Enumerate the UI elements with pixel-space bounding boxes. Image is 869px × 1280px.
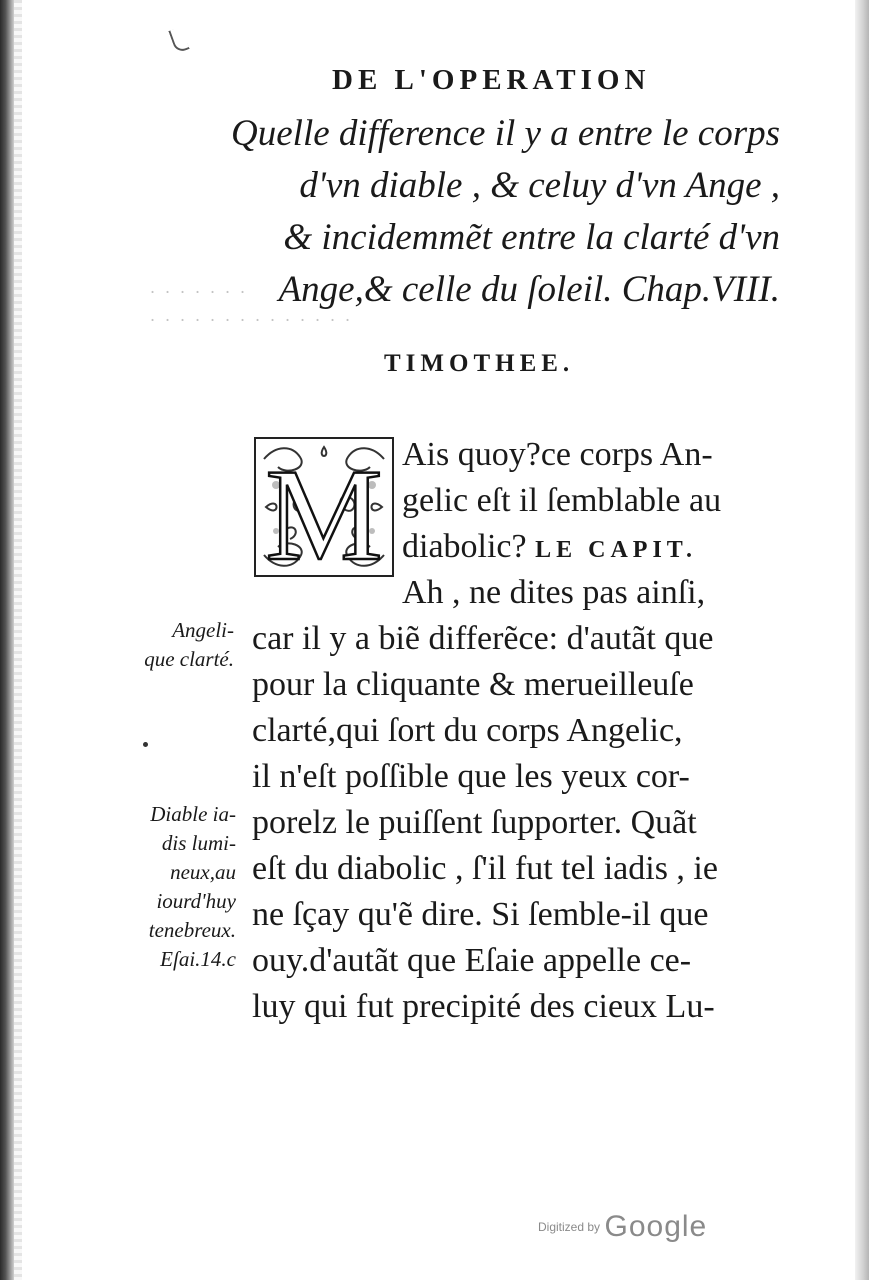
speaker-name: LE CAPIT. [535,537,698,563]
body-line: pour la cliquante & merueilleuſe [252,666,694,703]
watermark-prefix: Digitized by [538,1220,601,1234]
body-line: il n'eſt poſſible que les yeux cor- [252,758,690,795]
binding-gutter [14,0,22,1280]
chapter-title-line: & incidemmẽt entre la clarté d'vn [283,217,780,258]
margin-note-line: Diable ia- [150,802,236,826]
drop-cap-letter: M [265,441,383,575]
body-line-text: porelz le puiſſent ſupporter. [252,804,623,841]
margin-note-devil-luminous [60,800,236,974]
margin-note-line: neux,au [170,860,236,884]
chapter-title-line: Quelle difference il y a entre le corps [231,113,780,154]
speaker-heading: TIMOTHEE. [384,350,575,377]
binding-edge [0,0,14,1280]
margin-note-line: que clarté. [144,647,234,671]
digitized-watermark [538,1210,707,1244]
body-line: luy qui fut precipité des cieux Lu- [252,988,715,1025]
bleed-through-text: · · · · · · · · · · · · · · [150,310,353,330]
body-line: Ah , ne dites pas ainſi, [402,574,706,611]
watermark-brand: Google [604,1210,708,1243]
chapter-title-line: d'vn diable , & celuy d'vn Ange , [299,165,780,206]
chapter-title-line: Ange,& celle du ſoleil. Chap.VIII. [278,269,780,310]
page-mark [168,26,189,53]
bleed-through-text: · · · · · · · [150,282,248,302]
body-text [252,432,772,1030]
body-line: ouy.d'autãt que Eſaie appelle ce- [252,942,692,979]
margin-note-angelic-clarity [100,616,234,674]
chapter-title [190,108,780,316]
body-line [252,524,772,570]
margin-dot [143,742,148,747]
body-line: clarté,qui ſort du corps Angelic, [252,712,683,749]
margin-note-line: Eſai.14.c [160,947,236,971]
body-line: ne ſçay qu'ẽ dire. Si ſemble-il que [252,896,709,933]
margin-note-line: Angeli- [172,618,234,642]
body-line: car il y a biẽ differẽce: d'autãt que [252,620,714,657]
margin-note-line: tenebreux. [148,918,236,942]
body-line-word: Quãt [630,804,697,841]
body-line-text: diabolic? [402,528,527,565]
body-line: eſt du diabolic , ſ'il fut tel iadis , ie [252,850,718,887]
page-edge-right [855,0,869,1280]
running-head: DE L'OPERATION [332,64,651,96]
margin-note-line: dis lumi- [161,831,236,855]
body-line [252,800,772,846]
body-line: gelic eſt il ſemblable au [402,482,722,519]
body-line: Ais quoy?ce corps An- [402,436,713,473]
margin-note-line: iourd'huy [156,889,236,913]
